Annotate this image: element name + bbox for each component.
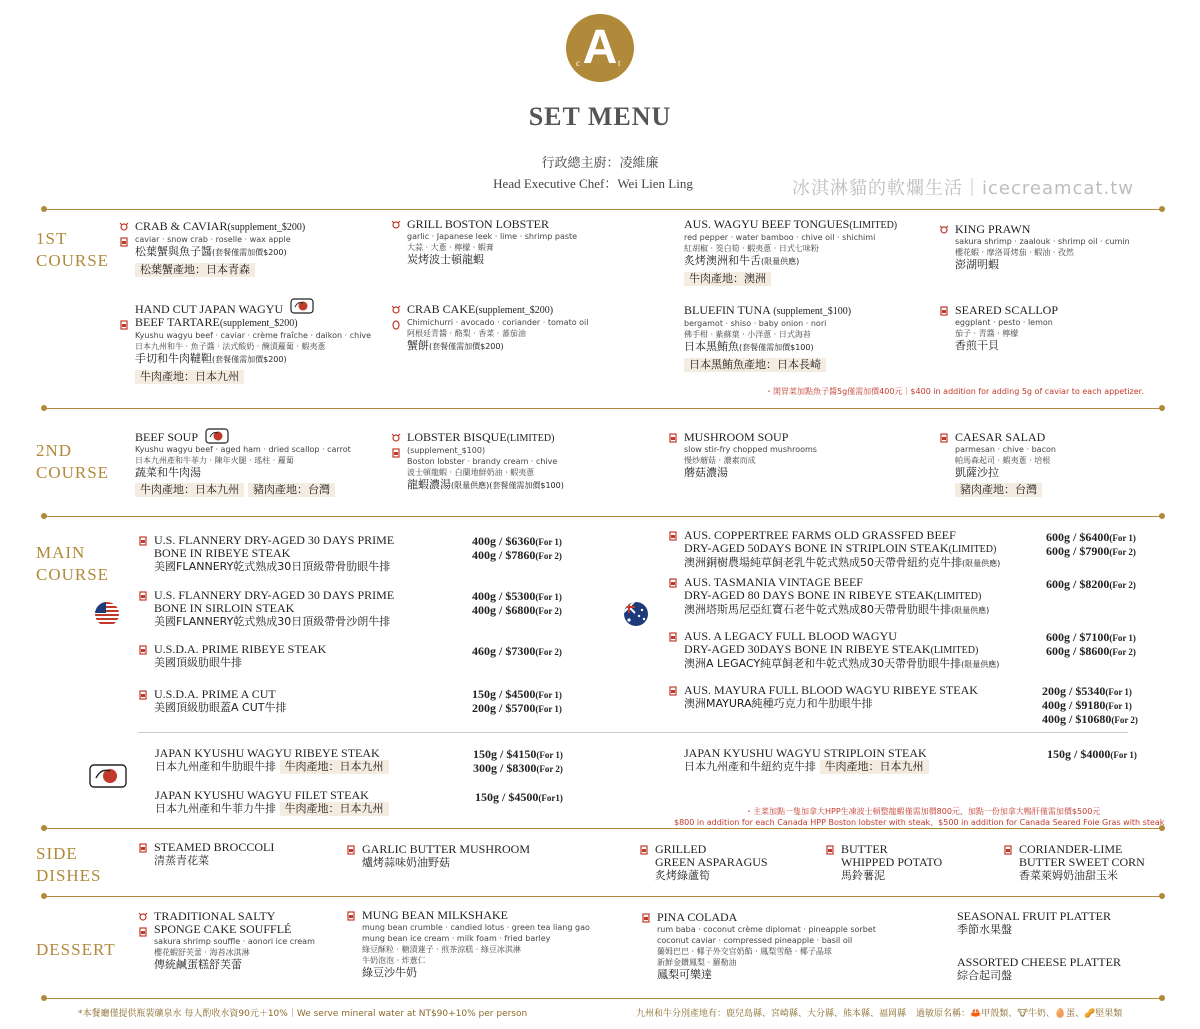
lobster-addon-note-en: $800 in addition for each Canada HPP Boston lobster with steak、$500 in addition for Canada Seared Foie Gras with steak [674,818,1165,827]
logo-small-left: c [576,58,580,68]
milk-icon [138,590,148,601]
footer-allergen-note: 過敏原名稱：🦀甲殼類、🐮牛奶、🥚蛋、🥜堅果類 [916,1009,1123,1019]
menu-item-us-flannery-sirloin: U.S. FLANNERY DRY-AGED 30 DAYS PRIME BONE IN SIRLOIN STEAK 美國FLANNERY乾式熟成30日頂級帶骨沙朗牛排 [154,589,394,629]
milk-icon [668,577,678,588]
crab-icon [391,304,401,315]
restaurant-logo [566,14,634,82]
dessert-item-mung-bean: MUNG BEAN MILKSHAKE mung bean crumble · candied lotus · green tea liang gao mung bean ice cream · milk foam · fried barley 綠豆酥粒 · 糖漬蓮子 · 煎茶涼糕 · 綠豆冰淇淋 牛奶泡泡 · 炸薏仁 綠豆沙牛奶 [362,909,590,980]
origin-badge: 豬肉產地：台灣 [248,483,335,497]
divider [44,408,1162,409]
dessert-item-pina-colada: PINA COLADA rum baba · coconut crème diplomat · pineapple sorbet coconut caviar · compressed pineapple · basil oil 蘭姆巴巴 · 椰子外交官奶餡 · 鳳梨雪酪 · 椰子晶球 新鮮金鑽鳳梨 · 羅勒油 鳳梨可樂達 [657,911,876,982]
menu-item-mushroom-soup: MUSHROOM SOUP slow stir-fry chopped mushrooms 慢炒蘑菇 · 濃素而成 蘑菇濃湯 [684,431,817,480]
origin-badge: 牛肉產地：日本九州 [135,483,244,497]
milk-icon [119,236,129,247]
menu-item-usda-prime-a-cut: U.S.D.A. PRIME A CUT 美國頂級肋眼蓋A CUT牛排 [154,688,286,715]
lobster-addon-note: ・主菜加點一隻加拿大HPP生凍波士頓整龍蝦僅需加價800元、加點一份加拿大鴨肝僅需加價$500元 [745,807,1101,816]
side-item-sweet-corn: CORIANDER-LIME BUTTER SWEET CORN 香菜萊姆奶油甜玉米 [1019,843,1145,883]
price: 600g / $6400(For 1) 600g / $7900(For 2) [1046,530,1136,558]
menu-item-aus-mayura: AUS. MAYURA FULL BLOOD WAGYU RIBEYE STEAK 澳洲MAYURA純種巧克力和牛肋眼牛排 [684,684,978,711]
menu-item-us-flannery-ribeye: U.S. FLANNERY DRY-AGED 30 DAYS PRIME BONE IN RIBEYE STEAK 美國FLANNERY乾式熟成30日頂級帶骨肋眼牛排 [154,534,394,574]
chef-name-en: Head Executive Chef：Wei Lien Ling [493,176,693,191]
milk-icon [939,305,949,316]
price: 600g / $8200(For 2) [1046,577,1136,591]
logo-small-right: t [618,58,621,68]
milk-icon [138,926,148,937]
menu-item-aus-coppertree: AUS. COPPERTREE FARMS OLD GRASSFED BEEF DRY-AGED 50DAYS BONE IN STRIPLOIN STEAK(LIMITED) 澳洲銅樹農場純草飼老乳牛乾式熟成50天帶骨紐約克牛排(限量供應) [684,529,1000,571]
milk-icon [668,530,678,541]
menu-item-lobster-bisque: LOBSTER BISQUE(LIMITED) (supplement_$100) Boston lobster · brandy cream · chive 波士頓龍蝦 · 白蘭地鮮奶油 · 蝦夷蔥 龍蝦濃湯(限量供應)(套餐僅需加價$100) [407,431,564,493]
price: 200g / $5340(For 1) 400g / $9180(For 1) 400g / $10680(For 2) [1042,684,1138,726]
crab-icon [119,221,129,232]
menu-item-caesar-salad: CAESAR SALAD parmesan · chive · bacon 帕馬森起司 · 蝦夷蔥 · 培根 凱薩沙拉 豬肉產地：台灣 [955,431,1056,498]
price: 150g / $4500(For 1) 200g / $5700(For 1) [472,687,562,715]
milk-icon [1003,844,1013,855]
side-item-garlic-mushroom: GARLIC BUTTER MUSHROOM 爐烤蒜味奶油野菇 [362,843,530,870]
origin-badge: 松葉蟹產地：日本青森 [135,263,255,277]
section-side-dishes: SIDE DISHES [36,844,102,885]
milk-icon [939,432,949,443]
milk-icon [138,644,148,655]
section-first-course: 1ST COURSE [36,229,110,270]
milk-icon [391,447,401,458]
milk-icon [138,689,148,700]
divider [44,896,1162,897]
milk-icon [119,319,129,330]
origin-badge: 牛肉產地：日本九州 [135,370,244,384]
menu-item-crab-cake: CRAB CAKE(supplement_$200) Chimichurri · avocado · coriander · tomato oil 阿根廷青醬 · 酪梨 · 香菜 · 蕃茄油 蟹餅(套餐僅需加價$200) [407,303,589,354]
price: 400g / $5300(For 1) 400g / $6800(For 2) [472,589,562,617]
menu-item-aus-tasmania: AUS. TASMANIA VINTAGE BEEF DRY-AGED 80 DAYS BONE IN RIBEYE STEAK(LIMITED) 澳洲塔斯馬尼亞紅寶石老牛乾式熟成80天帶骨肋眼牛排(限量供應) [684,576,989,618]
side-item-asparagus: GRILLED GREEN ASPARAGUS 炙烤綠蘆筍 [655,843,768,883]
price: 400g / $6360(For 1) 400g / $7860(For 2) [472,534,562,562]
menu-item-beef-tartare: HAND CUT JAPAN WAGYU BEEF TARTARE(supplement_$200) Kyushu wagyu beef · caviar · crème fraîche · daikon · chive 日本九州和牛 · 魚子醬 · 法式酸奶 · 醃漬蘿蔔 · 蝦夷蔥 手切和牛肉韃靼(套餐僅需加價$200) 牛肉產地：日本九州 [135,303,371,385]
menu-item-beef-soup: BEEF SOUP Kyushu wagyu beef · aged ham · dried scallop · carrot 日本九州產和牛菲力 · 陳年火腿 · 瑤柱 · 蘿蔔 蔬菜和牛肉湯 牛肉產地：日本九州 豬肉產地：台灣 [135,430,351,496]
origin-badge: 牛肉產地：日本九州 [280,760,389,774]
price: 150g / $4000(For 1) [1047,747,1137,761]
section-second-course: 2ND COURSE [36,441,110,482]
egg-icon [391,319,401,330]
origin-badge: 日本黑鮪魚產地：日本長崎 [684,358,826,372]
menu-item-seared-scallop: SEARED SCALLOP eggplant · pesto · lemon 茄子 · 青醬 · 檸檬 香煎干貝 [955,304,1058,353]
section-dessert: DESSERT [36,940,116,959]
milk-icon [668,432,678,443]
dessert-item-fruit-platter: SEASONAL FRUIT PLATTER 季節水果盤 [957,909,1112,936]
menu-item-japan-filet: JAPAN KYUSHU WAGYU FILET STEAK 日本九州產和牛菲力牛排 牛肉產地：日本九州 [155,789,389,816]
price: 150g / $4500(For1) [475,790,563,804]
price: 460g / $7300(For 2) [472,644,562,658]
dessert-item-souffle: TRADITIONAL SALTY SPONGE CAKE SOUFFLÉ sakura shrimp souffle · aonori ice cream 櫻花蝦舒芙蕾 · 海苔冰淇淋 傳統鹹蛋糕舒芙蕾 [154,910,315,972]
watermark: 冰淇淋貓的軟爛生活｜icecreamcat.tw [792,178,1134,199]
menu-item-boston-lobster: GRILL BOSTON LOBSTER garlic · Japanese leek · lime · shrimp paste 大蒜 · 大蔥 · 檸檬 · 蝦膏 炭烤波士頓龍蝦 [407,218,577,267]
milk-icon [668,631,678,642]
divider [44,516,1162,517]
footer-origin-note: 九州和牛分別產地有：鹿兒島縣、宮崎縣、大分縣、熊本縣、福岡縣 [636,1009,907,1019]
milk-icon [668,685,678,696]
crab-icon [391,219,401,230]
origin-badge: 牛肉產地：日本九州 [280,802,389,816]
milk-icon [138,535,148,546]
separator [138,732,1128,733]
origin-badge: 牛肉產地：日本九州 [820,760,929,774]
milk-icon [641,912,651,923]
menu-item-usda-prime-ribeye: U.S.D.A. PRIME RIBEYE STEAK 美國頂級肋眼牛排 [154,643,326,670]
section-main-course: MAIN COURSE [36,543,110,584]
us-flag-icon [94,601,120,627]
menu-item-bluefin-tuna: BLUEFIN TUNA (supplement_$100) bergamot · shiso · baby onion · nori 佛手柑 · 紫蘇葉 · 小洋蔥 · 日式海苔 日本黑鮪魚(套餐僅需加價$100) 日本黑鮪魚產地：日本長崎 [684,303,852,371]
milk-icon [138,842,148,853]
price: 150g / $4150(For 1) 300g / $8300(For 2) [473,747,563,775]
divider [44,998,1162,999]
milk-icon [825,844,835,855]
milk-icon [639,844,649,855]
divider [44,209,1162,210]
chef-name-zh: 行政總主廚：凌維廉 [541,155,659,170]
footer-water-note: *本餐廳僅提供瓶裝礦泉水 每人酌收水資90元＋10%｜We serve mineral water at NT$90+10% per person [78,1009,528,1019]
crab-icon [138,911,148,922]
australia-flag-icon [623,601,649,627]
wagyu-badge-icon [290,298,314,314]
page-title: SET MENU [528,102,672,131]
crab-icon [391,432,401,443]
menu-item-aus-a-legacy: AUS. A LEGACY FULL BLOOD WAGYU DRY-AGED 30DAYS BONE IN RIBEYE STEAK(LIMITED) 澳洲A LEGACY純草飼老和牛乾式熟成30天帶骨肋眼牛排(限量供應) [684,630,999,672]
menu-item-wagyu-tongues: AUS. WAGYU BEEF TONGUES(LIMITED) red pepper · water bamboo · chive oil · shichimi 紅胡椒 · 筊白筍 · 蝦夷蔥 · 日式七味粉 炙烤澳洲和牛舌(限量供應) 牛肉產地：澳洲 [684,217,898,285]
price: 600g / $7100(For 1) 600g / $8600(For 2) [1046,630,1136,658]
dessert-item-cheese-platter: ASSORTED CHEESE PLATTER 綜合起司盤 [957,955,1121,982]
wagyu-badge-icon [89,764,127,788]
menu-item-japan-striploin: JAPAN KYUSHU WAGYU STRIPLOIN STEAK 日本九州產和牛紐約克牛排 牛肉產地：日本九州 [684,746,927,773]
crab-icon [939,224,949,235]
milk-icon [346,910,356,921]
caviar-note: ・開胃菜加點魚子醬5g僅需加價400元｜$400 in addition for adding 5g of caviar to each appetizer. [765,387,1144,396]
menu-item-japan-ribeye: JAPAN KYUSHU WAGYU RIBEYE STEAK 日本九州產和牛肋眼牛排 牛肉產地：日本九州 [155,747,389,774]
side-item-whipped-potato: BUTTER WHIPPED POTATO 馬鈴薯泥 [841,843,942,883]
menu-item-crab-caviar: CRAB & CAVIAR(supplement_$200) caviar · snow crab · roselle · wax apple 松葉蟹與魚子醬(套餐僅需加價$200) 松葉蟹產地：日本青森 [135,220,305,278]
origin-badge: 牛肉產地：澳洲 [684,272,771,286]
divider [44,828,1162,829]
milk-icon [346,844,356,855]
menu-item-king-prawn: KING PRAWN sakura shrimp · zaalouk · shrimp oil · cumin 櫻花蝦 · 摩洛哥烤茄 · 蝦油 · 孜然 澎湖明蝦 [955,223,1130,272]
wagyu-badge-icon [205,428,229,444]
origin-badge: 豬肉產地：台灣 [955,483,1042,497]
logo-letter: A [582,21,618,74]
side-item-broccoli: STEAMED BROCCOLI 清蒸青花菜 [154,841,274,868]
